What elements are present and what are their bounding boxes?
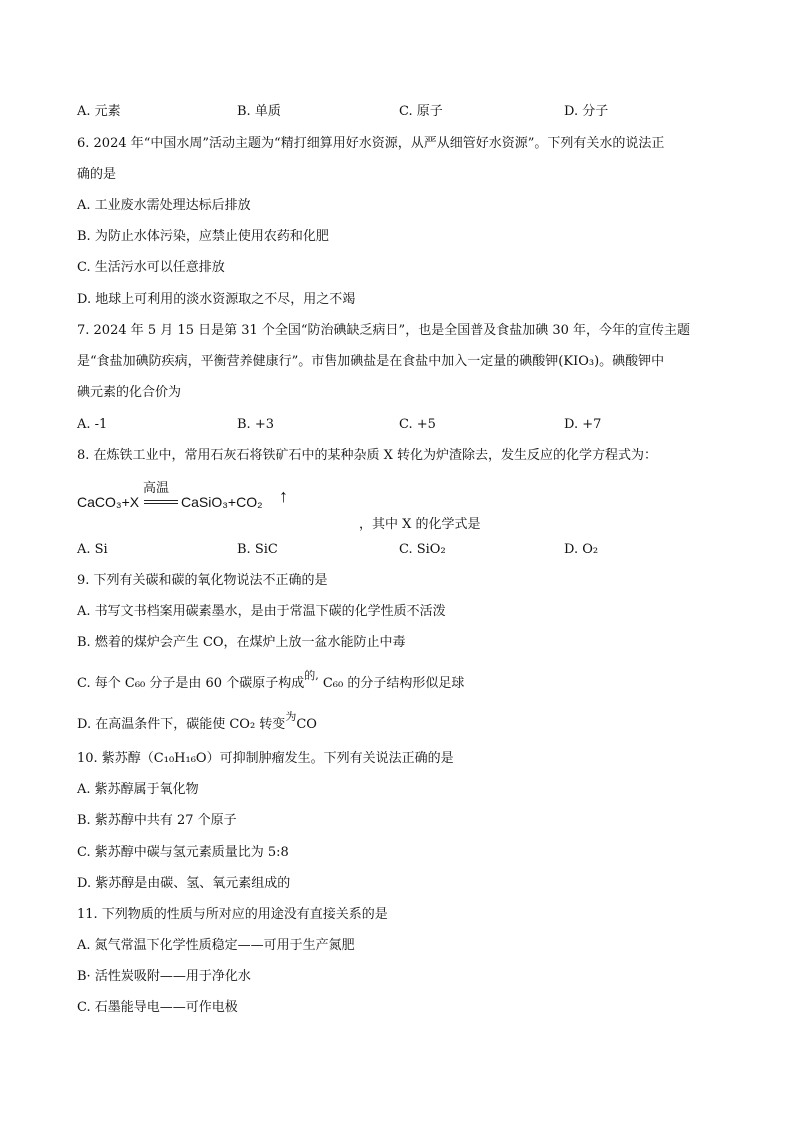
q9-option-c-raised: 的, [304,669,319,682]
q10-option-a: A. 紫苏醇属于氧化物 [77,782,199,797]
q7-option-a: A. -1 [77,417,108,432]
q9-option-d [77,710,317,734]
q11-option-c: C. 石墨能导电——可作电极 [77,1000,238,1015]
q8-equation [77,474,497,532]
q9-option-c-part1: C. 每个 C₆₀ 分子是由 60 个碳原子构成 [77,676,305,691]
q8-equation-left: CaCO₃+X [77,494,140,510]
q6-option-a: A. 工业废水需处理达标后排放 [77,198,251,213]
q9-option-d-raised: 为 [285,710,297,723]
q6-option-b: B. 为防止水体污染，应禁止使用农药和化肥 [77,229,329,244]
q5-options [77,103,717,121]
q6-option-c: C. 生活污水可以任意排放 [77,260,225,275]
q11-option-a: A. 氮气常温下化学性质稳定——可用于生产氮肥 [77,938,355,953]
q7-option-c: C. +5 [399,417,436,432]
q9-option-c [77,669,465,693]
q7-options [77,416,717,434]
q8-option-d: D. O₂ [564,542,599,557]
q5-option-d: D. 分子 [564,104,609,119]
q7-stem-line3: 碘元素的化合价为 [77,385,182,400]
q6-option-d: D. 地球上可利用的淡水资源取之不尽，用之不竭 [77,292,356,307]
q8-equation-gas-arrow: ↑ [279,486,288,506]
q8-option-b: B. SiC [237,542,278,557]
q7-stem-line1: 7. 2024 年 5 月 15 日是第 31 个全国“防治碘缺乏病日”，也是全国普及食盐加碘 30 年，今年的宣传主题 [77,323,691,338]
q5-option-c: C. 原子 [399,104,443,119]
q8-equation-bar-top [144,500,178,501]
q7-stem-line2: 是“食盐加碘防疾病，平衡营养健康行”。市售加碘盐是在食盐中加入一定量的碘酸钾(KIO₃)。碘酸钾中 [77,354,665,369]
q7-option-b: B. +3 [237,417,274,432]
q8-option-a: A. Si [77,542,108,557]
q9-option-a: A. 书写文书档案用碳素墨水，是由于常温下碳的化学性质不活泼 [77,604,446,619]
q11-option-b: B· 活性炭吸附——用于净化水 [77,969,251,984]
q8-option-c: C. SiO₂ [399,542,446,557]
q10-stem: 10. 紫苏醇（C₁₀H₁₆O）可抑制肿瘤发生。下列有关说法正确的是 [77,751,454,766]
q9-option-d-part1: D. 在高温条件下，碳能使 CO₂ 转变 [77,717,286,732]
q9-option-d-part2: CO [296,717,317,732]
q5-option-a: A. 元素 [77,104,121,119]
q8-equation-right: CaSiO₃+CO₂ [181,494,263,510]
q6-stem-line1: 6. 2024 年“中国水周”活动主题为“精打细算用好水资源，从严从细管好水资源”。下列有关水的说法正 [77,136,665,151]
q8-equation-bar-bottom [144,503,178,504]
q6-stem-line2: 确的是 [77,167,117,182]
q10-option-d: D. 紫苏醇是由碳、氢、氧元素组成的 [77,876,291,891]
q8-options [77,541,717,559]
q9-option-b: B. 燃着的煤炉会产生 CO，在煤炉上放一盆水能防止中毒 [77,635,406,650]
q8-stem-tail: ，其中 X 的化学式是 [359,517,481,532]
q10-option-c: C. 紫苏醇中碳与氢元素质量比为 5:8 [77,845,289,860]
q9-stem: 9. 下列有关碳和碳的氧化物说法不正确的是 [77,573,328,588]
q5-option-b: B. 单质 [237,104,281,119]
q8-equation-condition: 高温 [143,481,170,496]
q10-option-b: B. 紫苏醇中共有 27 个原子 [77,813,237,828]
q7-option-d: D. +7 [564,417,602,432]
q9-option-c-part2: C₆₀ 的分子结构形似足球 [318,676,465,691]
q8-stem: 8. 在炼铁工业中，常用石灰石将铁矿石中的某种杂质 X 转化为炉渣除去，发生反应的化学方程式为： [77,448,658,463]
q11-stem: 11. 下列物质的性质与所对应的用途没有直接关系的是 [77,907,388,922]
